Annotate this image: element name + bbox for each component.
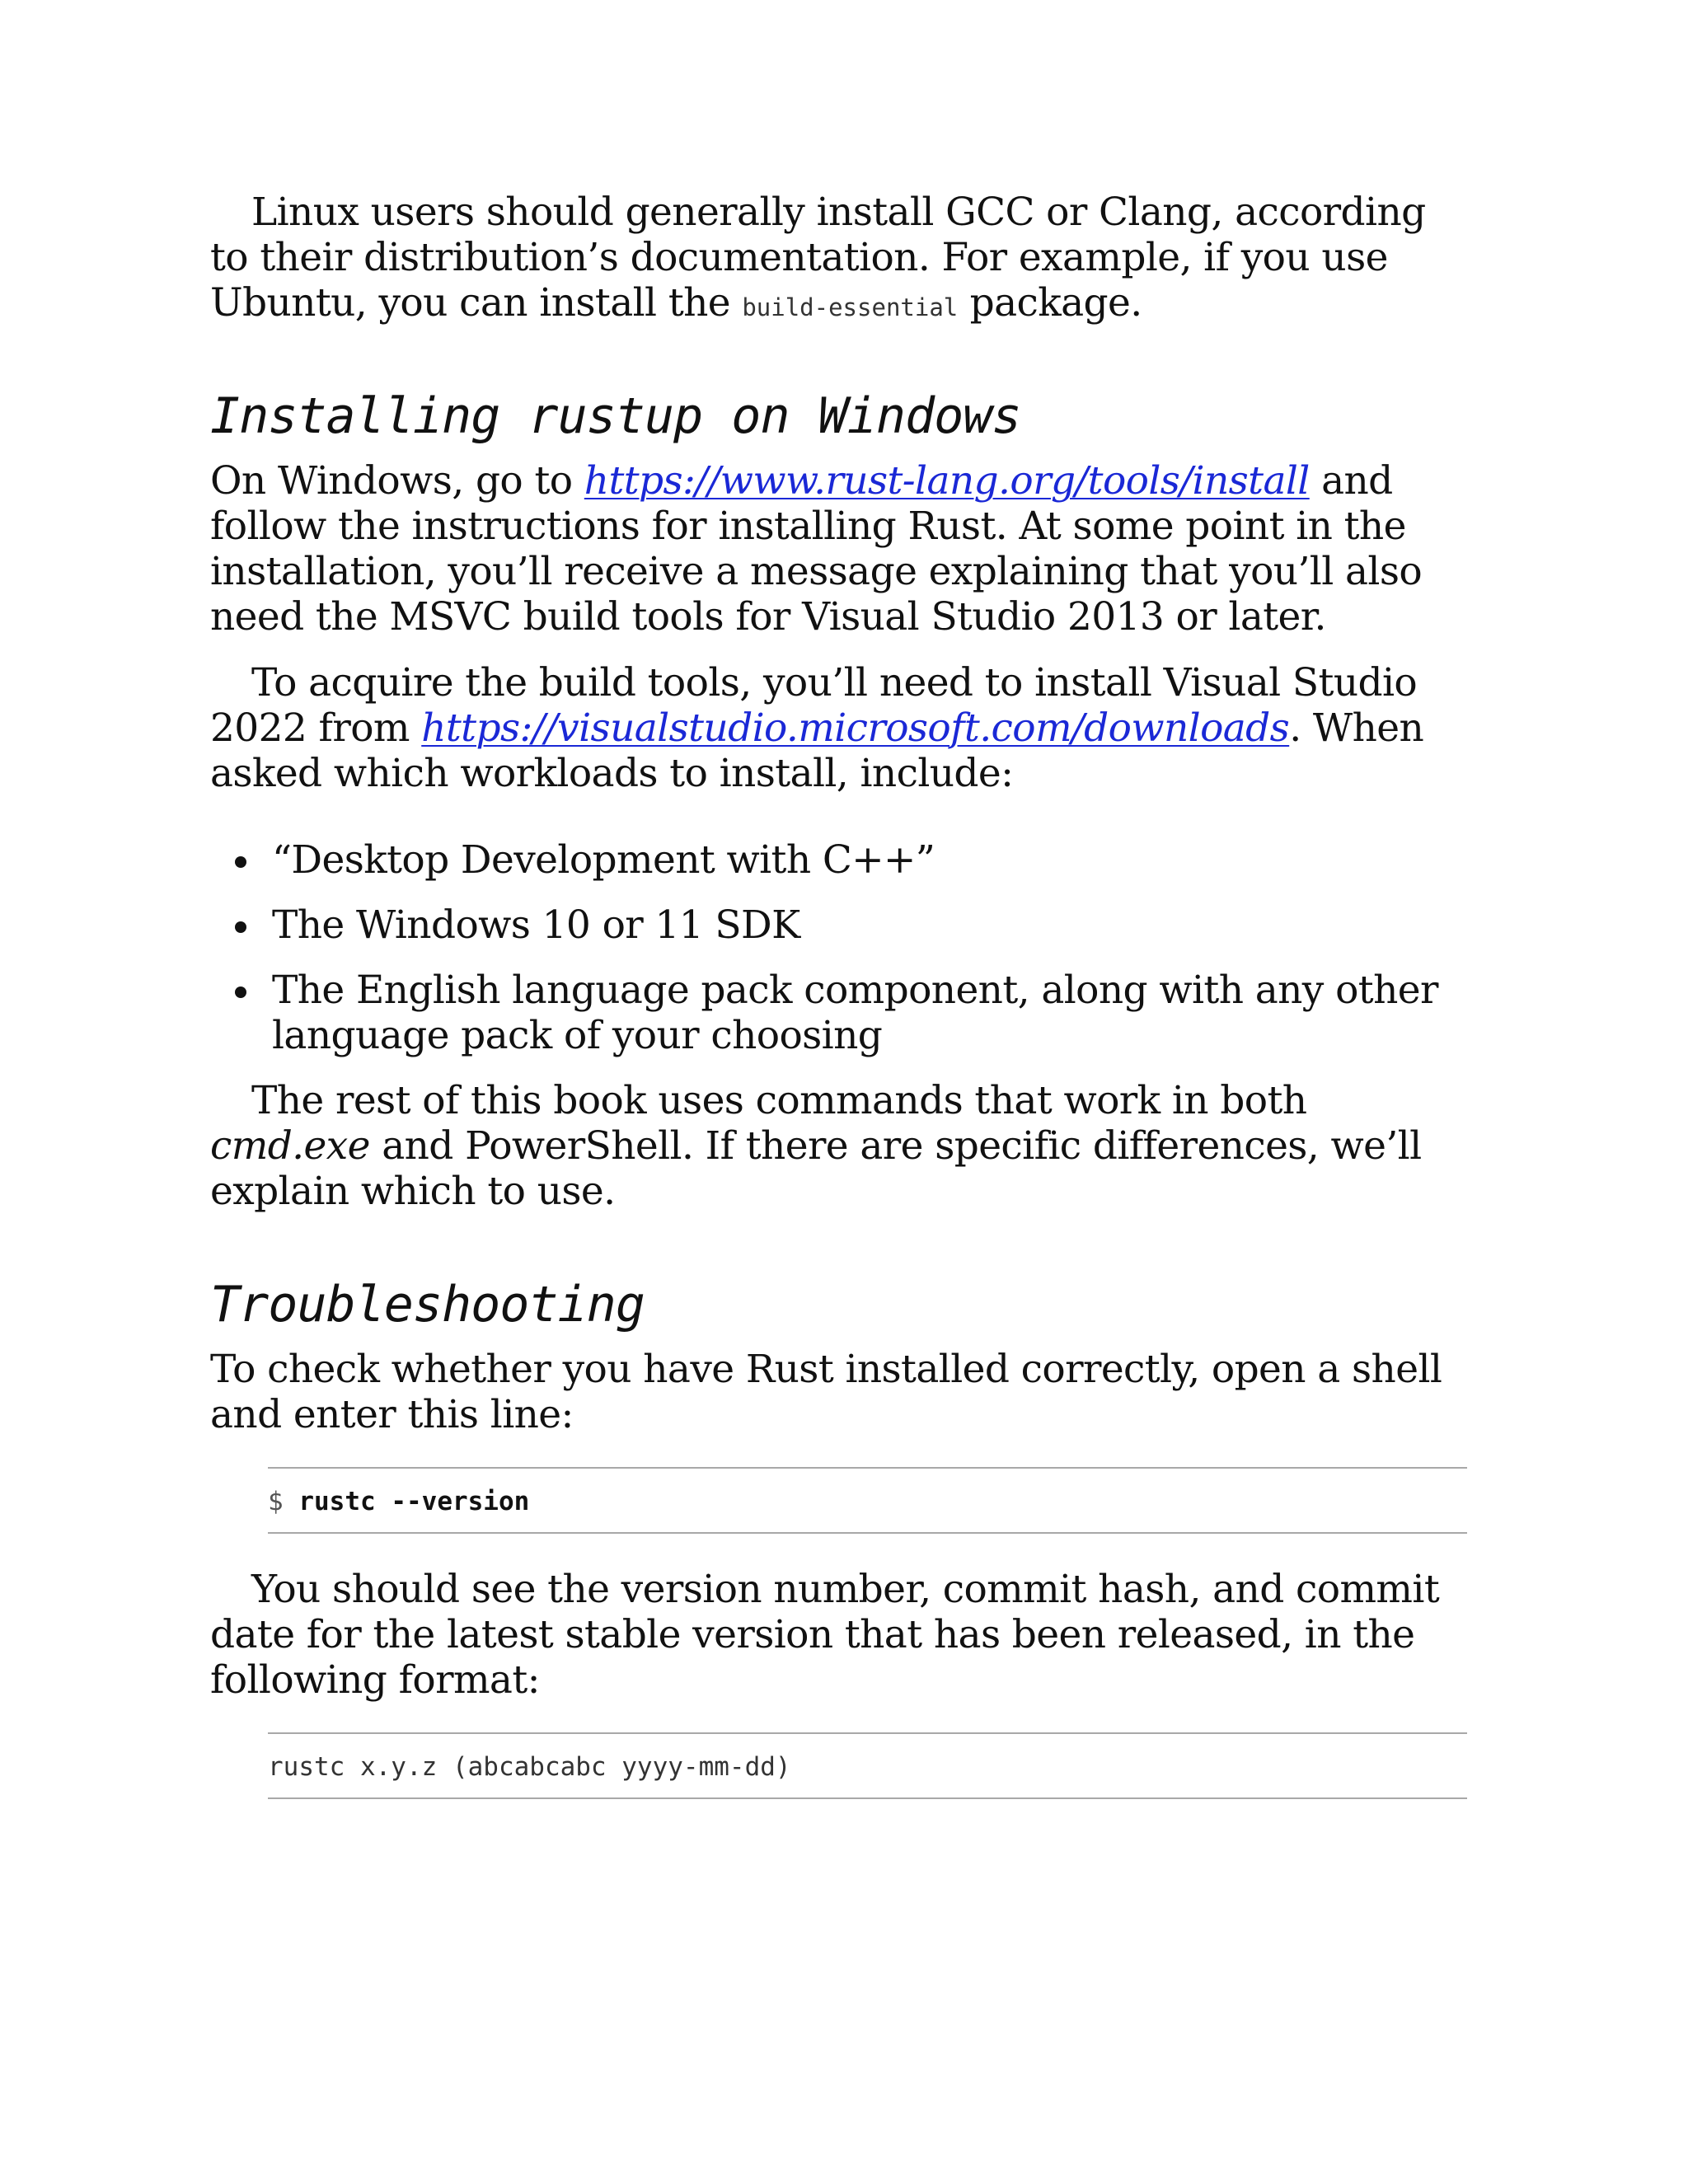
heading-troubleshooting: Troubleshooting (210, 1276, 645, 1333)
paragraph-text: The rest of this book uses commands that work in both (251, 1078, 1307, 1123)
rust-install-link[interactable]: https://www.rust-lang.org/tools/install (584, 458, 1310, 504)
list-item-text: The Windows 10 or 11 SDK (272, 902, 800, 948)
list-item-text: “Desktop Development with C++” (272, 837, 935, 883)
paragraph-version-output: You should see the version number, commit hash, and commit date for the latest stable version that has been released, in the following format: (210, 1567, 1440, 1703)
paragraph-text: and PowerShell. If there are specific differences, we’ll explain which to use. (210, 1123, 1422, 1214)
visualstudio-downloads-link[interactable]: https://visualstudio.microsoft.com/downloads (421, 705, 1290, 751)
workloads-list (210, 837, 1463, 1058)
paragraph-text: and follow the instructions for installing Rust. At some point in the installation, you’ll receive a message explaining that you’ll also need the MSVC build tools for Visual Studio 2013 or later. (210, 458, 1423, 640)
shell-prompt: $ (268, 1487, 284, 1516)
paragraph-text: Linux users should generally install GCC or Clang, according to their distribution’s documentation. For example, if you use Ubuntu, you can install the (210, 190, 1426, 326)
paragraph-text: package. (958, 280, 1142, 326)
paragraph-windows-install (210, 458, 1463, 640)
list-item-text: The English language pack component, along with any other language pack of your choosing (272, 968, 1438, 1058)
inline-code-build-essential: build-essential (742, 293, 959, 321)
code-block-version-format: rustc x.y.z (abcabcabc yyyy-mm-dd) (268, 1732, 1467, 1799)
list-item (210, 902, 1463, 948)
bullet-icon (235, 856, 246, 868)
paragraph-shells (210, 1078, 1463, 1214)
paragraph-text: To acquire the build tools, you’ll need to install Visual Studio 2022 from (210, 660, 1418, 751)
list-item (210, 837, 1463, 883)
heading-installing-rustup-windows: Installing rustup on Windows (210, 387, 1021, 445)
paragraph-linux-compilers (210, 190, 1463, 330)
cmd-exe-name: cmd.exe (210, 1123, 370, 1169)
paragraph-build-tools (210, 660, 1463, 796)
bullet-icon (235, 987, 246, 998)
paragraph-check-install: To check whether you have Rust installed correctly, open a shell and enter this line: (210, 1347, 1442, 1437)
list-item (210, 968, 1463, 1058)
shell-command: rustc --version (298, 1487, 530, 1516)
paragraph-text: . When asked which workloads to install, include: (210, 705, 1424, 796)
bullet-icon (235, 921, 246, 933)
paragraph-text: On Windows, go to (210, 458, 584, 504)
page-content (210, 190, 1463, 1799)
code-block-rustc-version (268, 1467, 1467, 1534)
